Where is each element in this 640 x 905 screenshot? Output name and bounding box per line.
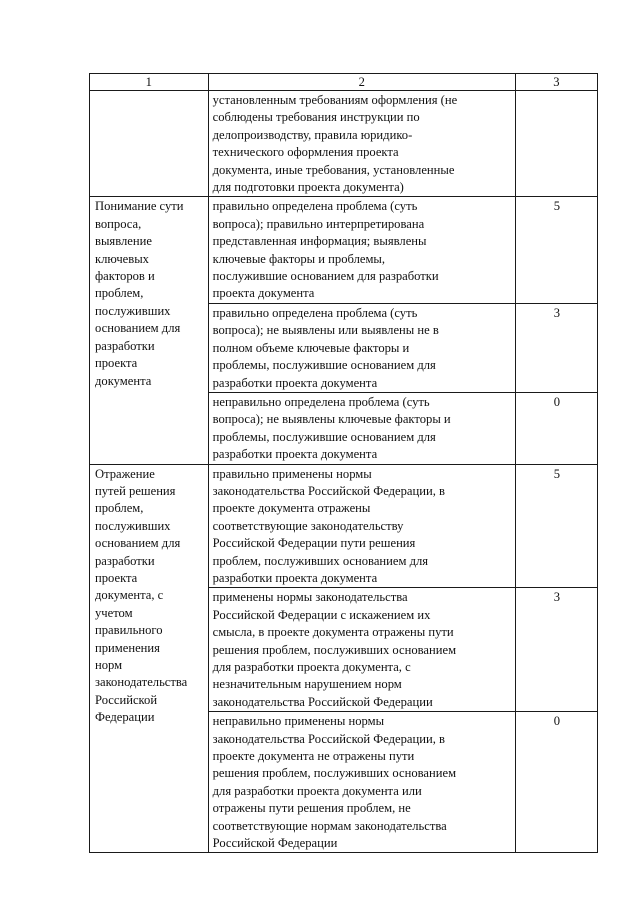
text-line: правильного	[95, 623, 163, 638]
text-line: Отражение	[95, 466, 155, 481]
description-cell	[208, 303, 515, 392]
score-cell-empty	[515, 91, 597, 197]
text-line: вопроса); не выявлены или выявлены не в	[212, 323, 439, 338]
text-line: проблем,	[95, 286, 144, 301]
text-line: проблемы, послужившие основанием для	[212, 358, 436, 373]
description-cell	[208, 91, 515, 197]
column-number-1: 1	[90, 74, 209, 91]
text-line: проекта	[95, 570, 138, 585]
text-line: Федерации	[95, 710, 155, 725]
text-line: послуживших	[95, 518, 171, 533]
text-line: для разработки проекта документа или	[212, 783, 422, 798]
text-line: отражены пути решения проблем, не	[212, 801, 411, 816]
text-line: решения проблем, послуживших основанием	[212, 766, 457, 781]
text-line: документа, с	[95, 588, 164, 603]
text-line: Российской Федерации пути решения	[212, 536, 416, 551]
text-line: послужившие основанием для разработки	[212, 269, 439, 284]
text-line: проблемы, послужившие основанием для	[212, 429, 436, 444]
text-line: вопроса); не выявлены ключевые факторы и	[212, 412, 451, 427]
text-line: правильно определена проблема (суть	[212, 305, 418, 320]
text-line: документа	[95, 373, 152, 388]
column-number-2: 2	[208, 74, 515, 91]
column-number-3: 3	[515, 74, 597, 91]
text-line: законодательства Российской Федерации	[212, 694, 433, 709]
text-line: применения	[95, 640, 160, 655]
description-cell	[208, 588, 515, 712]
text-line: неправильно определена проблема (суть	[212, 394, 430, 409]
text-line: Российской	[95, 692, 158, 707]
score-cell: 5	[515, 464, 597, 588]
text-line: вопроса); правильно интерпретирована	[212, 216, 425, 231]
score-cell: 5	[515, 197, 597, 303]
text-line: установленным требованиям оформления (не	[212, 93, 458, 107]
description-cell	[208, 464, 515, 588]
text-line: полном объеме ключевые факторы и	[212, 340, 410, 355]
text-line: смысла, в проекте документа отражены пути	[212, 625, 454, 640]
text-line: вопроса,	[95, 216, 142, 231]
text-line: соответствующие законодательству	[212, 518, 404, 533]
text-line: Российской Федерации с искажением их	[212, 607, 431, 622]
text-line: незначительным нарушением норм	[212, 677, 402, 692]
text-line: законодательства Российской Федерации, в	[212, 483, 445, 498]
text-line: проекте документа отражены	[212, 501, 371, 516]
description-cell	[208, 197, 515, 303]
text-line: проекте документа не отражены пути	[212, 749, 415, 764]
score-cell: 0	[515, 712, 597, 853]
text-line: разработки проекта документа	[212, 447, 378, 462]
text-line: представленная информация; выявлены	[212, 234, 427, 249]
text-line: делопроизводству, правила юридико-	[212, 127, 413, 142]
text-line: разработки проекта документа	[212, 570, 378, 585]
text-line: соответствующие нормам законодательства	[212, 818, 447, 833]
text-line: неправильно применены нормы	[212, 714, 385, 729]
text-line: Понимание сути	[95, 199, 184, 214]
description-cell	[208, 712, 515, 853]
text-line: правильно определена проблема (суть	[212, 199, 418, 214]
text-line: основанием для	[95, 321, 181, 336]
text-line: правильно применены нормы	[212, 466, 372, 481]
description-cell	[208, 392, 515, 464]
text-line: основанием для	[95, 536, 181, 551]
text-line: проблем, послуживших основанием для	[212, 553, 429, 568]
text-line: разработки	[95, 338, 155, 353]
score-cell: 3	[515, 588, 597, 712]
criteria-row	[90, 464, 598, 588]
score-cell: 0	[515, 392, 597, 464]
text-line: документа, иные требования, установленные	[212, 162, 455, 177]
text-line: разработки проекта документа	[212, 375, 378, 390]
text-line: выявление	[95, 234, 152, 249]
criterion-cell	[90, 197, 209, 464]
text-line: учетом	[95, 605, 133, 620]
text-line: законодательства	[95, 675, 188, 690]
text-line: проекта документа	[212, 286, 315, 301]
text-line: ключевых	[95, 251, 149, 266]
text-line: послуживших	[95, 303, 171, 318]
text-line: путей решения	[95, 483, 176, 498]
text-line: Российской Федерации	[212, 836, 338, 851]
score-cell: 3	[515, 303, 597, 392]
criterion-cell	[90, 464, 209, 853]
text-line: норм	[95, 658, 123, 672]
continuation-row	[90, 91, 598, 197]
text-line: решения проблем, послуживших основанием	[212, 642, 457, 657]
text-line: проекта	[95, 356, 138, 371]
text-line: проблем,	[95, 501, 144, 516]
text-line: разработки	[95, 553, 155, 568]
criterion-cell-empty	[90, 91, 209, 197]
text-line: факторов и	[95, 269, 155, 284]
text-line: для разработки проекта документа, с	[212, 660, 411, 674]
text-line: для подготовки проекта документа)	[212, 180, 404, 195]
text-line: соблюдены требования инструкции по	[212, 110, 420, 125]
text-line: ключевые факторы и проблемы,	[212, 251, 386, 266]
text-line: технического оформления проекта	[212, 145, 399, 160]
text-line: законодательства Российской Федерации, в	[212, 731, 445, 746]
table-header-row	[90, 74, 598, 91]
text-line: применены нормы законодательства	[212, 590, 408, 605]
criteria-row	[90, 197, 598, 303]
table-body	[90, 74, 598, 853]
evaluation-criteria-table	[89, 73, 598, 853]
